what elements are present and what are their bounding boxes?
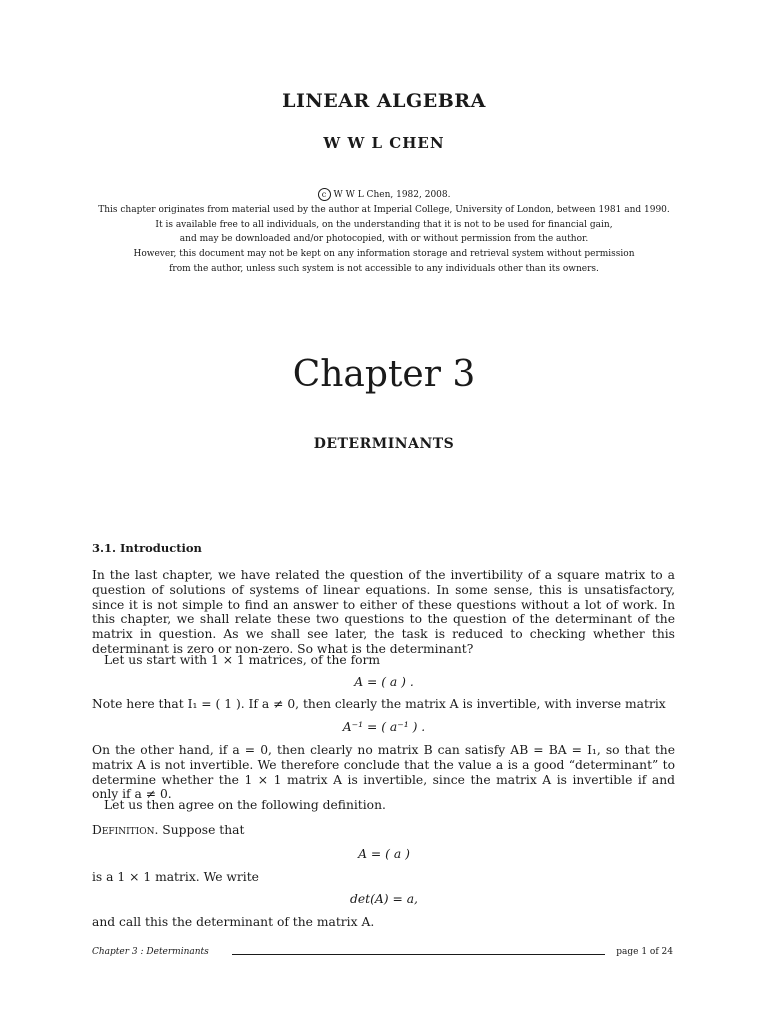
copyright-icon: c [318, 188, 331, 201]
paragraph-identity: Note here that I₁ = ( 1 ). If a ≠ 0, then clearly the matrix A is invertible, with inverse matrix [92, 697, 666, 711]
paragraph-agree: Let us then agree on the following definition. [104, 798, 386, 812]
chapter-subtitle: DETERMINANTS [313, 436, 455, 452]
notice-line: from the author, unless such system is not accessible to any individuals other than its owners. [169, 263, 599, 274]
copyright-text: W W L Chen, 1982, 2008. [333, 190, 451, 200]
equation-a: A = ( a ) . [354, 675, 414, 689]
notice-line: It is available free to all individuals, on the understanding that it is not to be used for financial gain, [155, 219, 613, 230]
paragraph-not-invertible: On the other hand, if a = 0, then clearly no matrix B can satisfy AB = BA = I₁, so that the matrix A is not invertible. We therefore conclude that the value a is a good “determinant” to determine whether the 1 × 1 matrix A is invertible, since the matrix A is invertible if and only if a ≠ 0. [92, 743, 675, 802]
notice-line: However, this document may not be kept on any information storage and retrieval system without permission [133, 249, 635, 260]
notice-line: This chapter originates from material used by the author at Imperial College, University of London, between 1981 and 1990. [98, 204, 670, 215]
document-author: W W L CHEN [323, 134, 445, 152]
definition-paragraph [92, 823, 675, 838]
equation-definition: A = ( a ) [358, 847, 410, 861]
chapter-heading: Chapter 3 [292, 354, 476, 395]
definition-label: Definition. [92, 823, 159, 837]
document-title: LINEAR ALGEBRA [282, 90, 486, 112]
paragraph-matrices: Let us start with 1 × 1 matrices, of the form [104, 653, 381, 667]
equation-det: det(A) = a, [350, 892, 418, 906]
equation-inverse: A⁻¹ = ( a⁻¹ ) . [342, 720, 426, 734]
definition-text: Suppose that [158, 823, 245, 837]
intro-paragraph: In the last chapter, we have related the question of the invertibility of a square matrix to a question of solutions of systems of linear equations. In some sense, this is unsatisfactory, since it is not simple to find an answer to either of these questions without a lot of work. In this chapter, we shall relate these two questions to the question of the determinant of the matrix in question. As we shall see later, the task is reduced to checking whether this determinant is zero or non-zero. So what is the determinant? [92, 568, 675, 656]
section-heading: 3.1. Introduction [92, 541, 202, 555]
footer-rule [232, 954, 605, 955]
footer-page-number: page 1 of 24 [616, 947, 673, 957]
copyright-line [0, 188, 768, 203]
notice-line: and may be downloaded and/or photocopied, with or without permission from the author. [179, 234, 589, 245]
copyright-notice [0, 188, 768, 277]
paragraph-call-determinant: and call this the determinant of the matrix A. [92, 915, 375, 929]
footer-chapter-label: Chapter 3 : Determinants [92, 947, 209, 957]
paragraph-we-write: is a 1 × 1 matrix. We write [92, 870, 259, 884]
